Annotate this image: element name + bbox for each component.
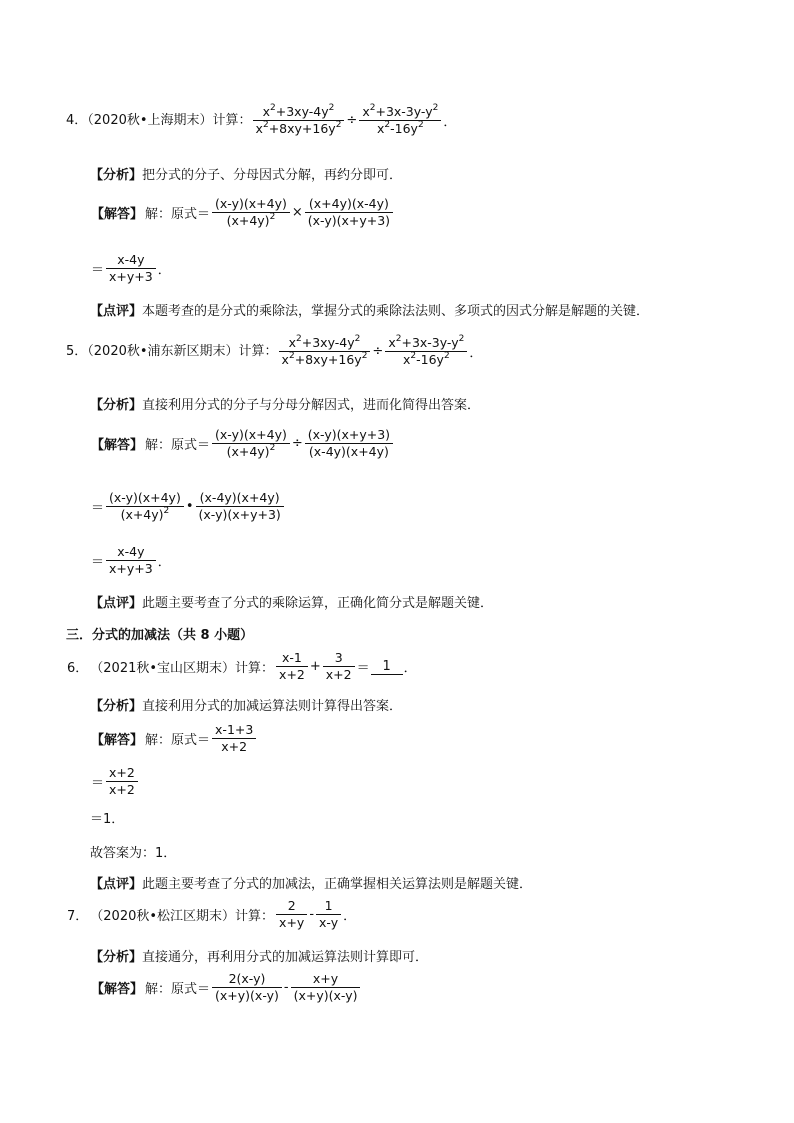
q6-question: 6． （2021秋•宝山区期末）计算： $\frac{x-1}{x+2}$ + $\frac{3}{x+2}$ ＝ 1 ． bbox=[67, 650, 417, 682]
comment-text: 此题主要考查了分式的乘除运算，正确化简分式是解题关键． bbox=[142, 596, 494, 611]
q5-step-fraction-2: $\frac{(x-4y)(x+4y)}{(x-y)(x+y+3)}$ bbox=[196, 490, 284, 523]
q7-number: 7． bbox=[67, 909, 89, 924]
q7-answer bbox=[90, 971, 361, 1004]
q6-answer-fraction: $\frac{x-1+3}{x+2}$ bbox=[212, 722, 256, 755]
q6-fraction-2: $\frac{3}{x+2}$ bbox=[323, 650, 355, 683]
divide-sign: ÷ bbox=[291, 436, 303, 451]
q6-fraction-1: $\frac{x-1}{x+2}$ bbox=[276, 650, 308, 683]
q5-source: （2020秋•浦东新区期末）计算： bbox=[87, 344, 278, 359]
q4-analysis bbox=[90, 164, 402, 183]
answer-lead: 解：原式＝ bbox=[145, 438, 211, 453]
answer-lead: 解：原式＝ bbox=[145, 982, 211, 997]
times-sign: × bbox=[291, 205, 303, 220]
answer-tag: 【解答】 bbox=[91, 982, 144, 997]
comment-tag: 【点评】 bbox=[90, 596, 143, 611]
analysis-text: 直接利用分式的加减运算法则计算得出答案． bbox=[142, 699, 403, 714]
q5-question: 5．（2020秋•浦东新区期末）计算： $\frac{x^2+3xy-4y^2}{x^2+8xy+16y^2}$ ÷ $\frac{x^2+3x-3y-y^2}{x^2-16y^2}$ ． bbox=[66, 334, 483, 367]
divide-sign: ÷ bbox=[372, 344, 384, 359]
analysis-tag: 【分析】 bbox=[90, 699, 143, 714]
analysis-tag: 【分析】 bbox=[90, 398, 143, 413]
analysis-text: 直接通分，再利用分式的加减运算法则计算即可． bbox=[142, 950, 429, 965]
q6-number: 6． bbox=[67, 661, 89, 676]
q7-source: （2020秋•松江区期末）计算： bbox=[90, 909, 275, 924]
q6-source: （2021秋•宝山区期末）计算： bbox=[90, 661, 275, 676]
q7-answer-fraction-2: $\frac{x+y}{(x+y)(x-y)}$ bbox=[291, 971, 361, 1004]
q7-analysis bbox=[90, 946, 428, 965]
minus-sign: - bbox=[309, 907, 315, 922]
q5-number: 5． bbox=[66, 344, 88, 359]
q5-fraction-2: $\frac{x^2+3x-3y-y^2}{x^2-16y^2}$ bbox=[385, 335, 467, 368]
comment-text: 本题考查的是分式的乘除法，掌握分式的乘除法法则、多项式的因式分解是解题的关键． bbox=[142, 304, 650, 319]
q4-comment bbox=[90, 300, 649, 319]
q5-comment bbox=[90, 592, 493, 611]
q5-answer-fraction-1: $\frac{(x-y)(x+4y)}{(x+4y)^2}$ bbox=[212, 427, 290, 460]
comment-tag: 【点评】 bbox=[90, 304, 143, 319]
plus-sign: + bbox=[309, 659, 321, 674]
q7-question: 7． （2020秋•松江区期末）计算： $\frac{2}{x+y}$ - $\frac{1}{x-y}$ ． bbox=[67, 898, 357, 930]
answer-tag: 【解答】 bbox=[91, 207, 144, 222]
q5-answer-fraction-2: $\frac{(x-y)(x+y+3)}{(x-4y)(x+4y)}$ bbox=[305, 427, 393, 460]
analysis-tag: 【分析】 bbox=[90, 950, 143, 965]
q4-source: （2020秋•上海期末）计算： bbox=[87, 113, 252, 128]
minus-sign: - bbox=[283, 980, 289, 995]
q5-answer bbox=[90, 427, 394, 460]
q6-comment bbox=[90, 873, 532, 892]
q4-number: 4． bbox=[66, 113, 88, 128]
q5-step: ＝ $\frac{(x-y)(x+4y)}{(x+4y)^2}$ • $\frac{(x-4y)(x+4y)}{(x-y)(x+y+3)}$ bbox=[90, 490, 285, 523]
q6-final-answer: 故答案为：1． bbox=[90, 846, 177, 861]
q5-result-fraction: $\frac{x-4y}{x+y+3}$ bbox=[106, 544, 156, 577]
q4-result: ＝ $\frac{x-4y}{x+y+3}$ ． bbox=[91, 252, 171, 284]
q5-analysis bbox=[90, 394, 480, 413]
q4-answer-fraction-2: $\frac{(x+4y)(x-4y)}{(x-y)(x+y+3)}$ bbox=[305, 196, 393, 229]
answer-lead: 解：原式＝ bbox=[145, 733, 211, 748]
q4-answer-fraction-1: $\frac{(x-y)(x+4y)}{(x+4y)^2}$ bbox=[212, 196, 290, 229]
answer-blank: 1 bbox=[371, 659, 403, 675]
answer-lead: 解：原式＝ bbox=[145, 207, 211, 222]
divide-sign: ÷ bbox=[346, 113, 358, 128]
q4-answer bbox=[90, 196, 394, 229]
q7-fraction-2: $\frac{1}{x-y}$ bbox=[316, 898, 341, 931]
q6-step-fraction: $\frac{x+2}{x+2}$ bbox=[106, 765, 138, 798]
q4-question: 4．（2020秋•上海期末）计算： $\frac{x^2+3xy-4y^2}{x^2+8xy+16y^2}$ ÷ $\frac{x^2+3x-3y-y^2}{x^2-16y^2}$ ． bbox=[66, 103, 457, 136]
answer-tag: 【解答】 bbox=[91, 733, 144, 748]
q5-step-fraction-1: $\frac{(x-y)(x+4y)}{(x+4y)^2}$ bbox=[106, 490, 184, 523]
q5-fraction-1: $\frac{x^2+3xy-4y^2}{x^2+8xy+16y^2}$ bbox=[279, 335, 371, 368]
q4-result-fraction: $\frac{x-4y}{x+y+3}$ bbox=[106, 252, 156, 285]
multiply-dot: • bbox=[185, 499, 194, 514]
q6-step: ＝ $\frac{x+2}{x+2}$ bbox=[90, 765, 139, 798]
q4-fraction-1: $\frac{x^2+3xy-4y^2}{x^2+8xy+16y^2}$ bbox=[253, 104, 345, 137]
analysis-text: 把分式的分子、分母因式分解，再约分即可． bbox=[142, 168, 403, 183]
answer-tag: 【解答】 bbox=[91, 438, 144, 453]
q5-result: ＝ $\frac{x-4y}{x+y+3}$ ． bbox=[91, 544, 171, 576]
section-title: 三．分式的加减法（共 8 小题） bbox=[66, 628, 254, 643]
q4-fraction-2: $\frac{x^2+3x-3y-y^2}{x^2-16y^2}$ bbox=[359, 104, 441, 137]
q6-answer bbox=[90, 722, 257, 755]
q7-answer-fraction-1: $\frac{2(x-y)}{(x+y)(x-y)}$ bbox=[212, 971, 282, 1004]
analysis-tag: 【分析】 bbox=[90, 168, 143, 183]
comment-text: 此题主要考查了分式的加减法，正确掌握相关运算法则是解题关键． bbox=[142, 877, 533, 892]
q7-fraction-1: $\frac{2}{x+y}$ bbox=[276, 898, 307, 931]
analysis-text: 直接利用分式的分子与分母分解因式，进而化简得出答案． bbox=[142, 398, 481, 413]
q6-result: ＝1． bbox=[90, 812, 125, 827]
comment-tag: 【点评】 bbox=[90, 877, 143, 892]
q6-analysis bbox=[90, 695, 402, 714]
